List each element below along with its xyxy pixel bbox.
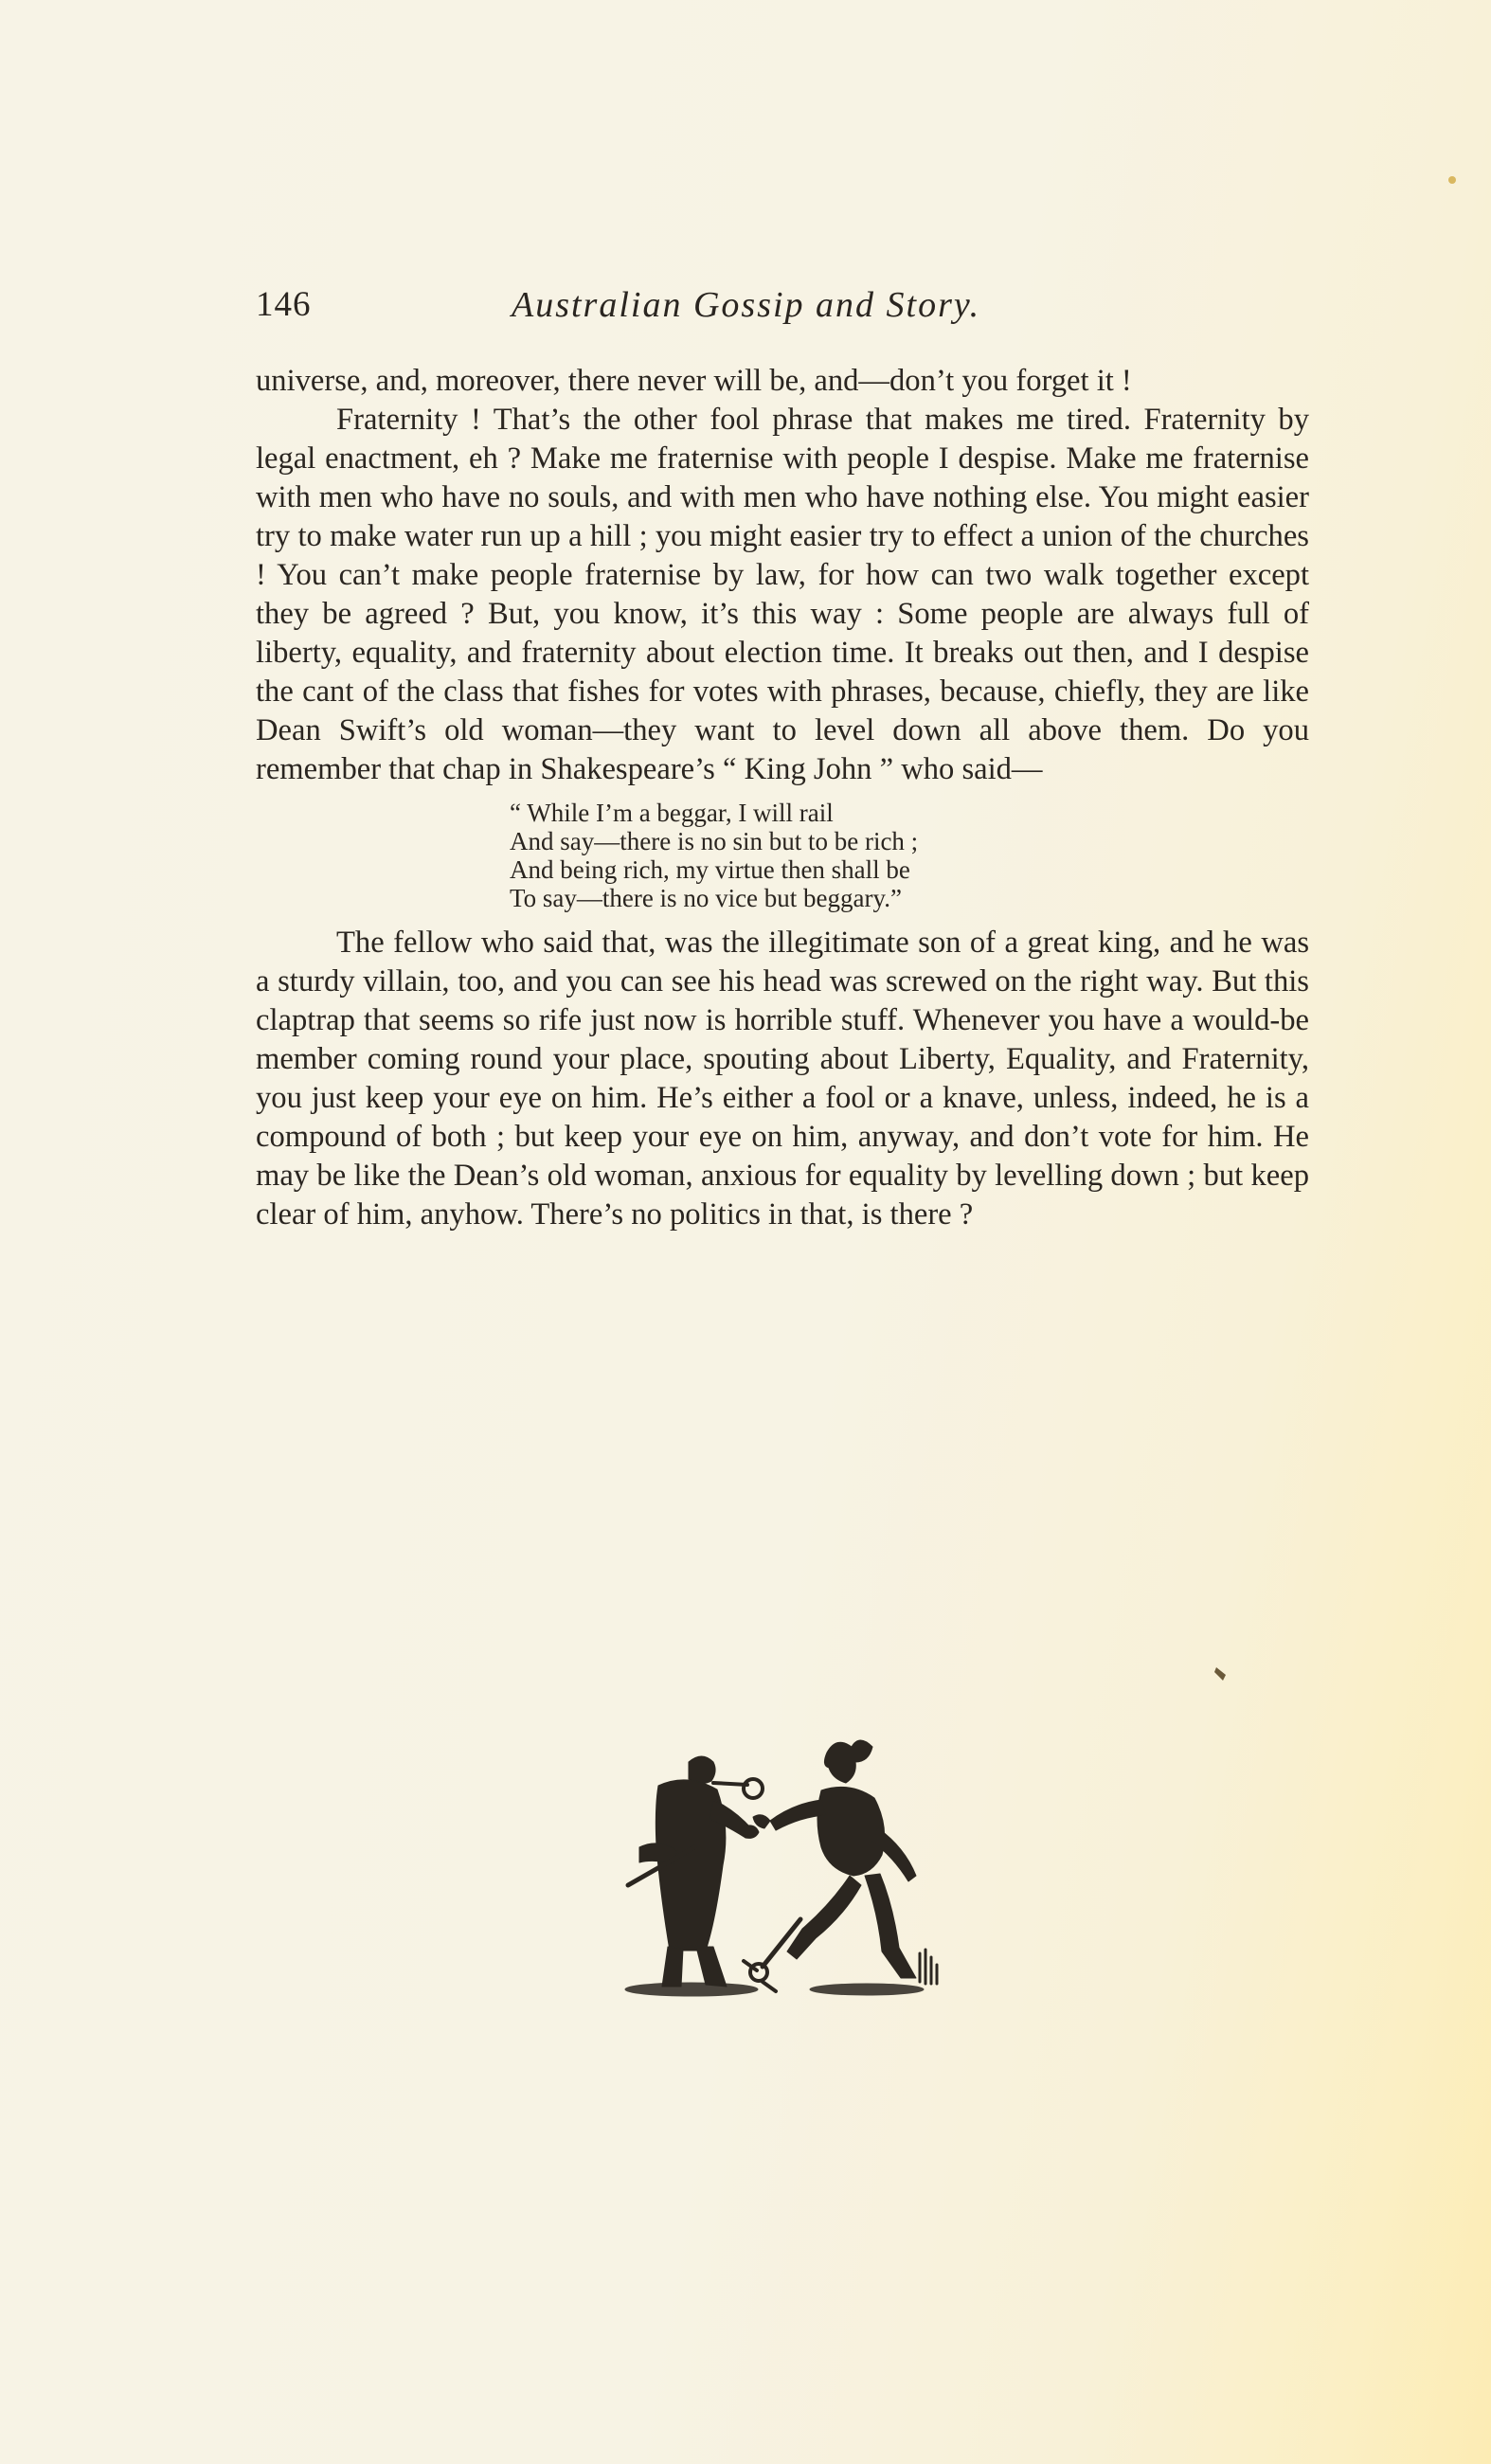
- verse-quotation: [510, 799, 1309, 912]
- paragraph-claptrap: The fellow who said that, was the illegitimate son of a great king, and he was a sturdy villain, too, and you can see his head was screwed on the right way. But this claptrap that seems so rife just now is horrible stuff. Whenever you have a would-be member coming round your place, spouting about Liberty, Equality, and Fraternity, you just keep your eye on him. He’s either a fool or a knave, unless, indeed, he is a compound of both ; but keep your eye on him, anyway, and don’t vote for him. He may be like the Dean’s old woman, anxious for equality by levelling down ; but keep clear of him, anyhow. There’s no politics in that, is there ?: [256, 926, 1309, 1232]
- paragraph-continued: universe, and, moreover, there never will be, and—don’t you forget it !: [256, 364, 1132, 398]
- page-number: 146: [256, 285, 312, 324]
- verse-line: And say—there is no sin but to be rich ;: [510, 827, 919, 855]
- page-header: [256, 284, 1307, 341]
- verse-line: To say—there is no vice but beggary.”: [510, 884, 902, 912]
- verse-line: “ While I’m a beggar, I will rail: [510, 799, 834, 827]
- running-title: Australian Gossip and Story.: [512, 285, 981, 325]
- paragraph-fraternity: Fraternity ! That’s the other fool phrase that makes me tired. Fraternity by legal enactment, eh ? Make me fraternise with people I despise. Make me fraternise with men who have no souls, and with men who have nothing else. You might easier try to make water run up a hill ; you might easier try to effect a union of the churches ! You can’t make people fraternise by law, for how can two walk together except they be agreed ? But, you know, it’s this way : Some people are always full of liberty, equality, and fraternity about election time. It breaks out then, and I despise the cant of the class that fishes for votes with phrases, because, chiefly, they are like Dean Swift’s old woman—they want to level down all above them. Do you remember that chap in Shakespeare’s “ King John ” who said—: [256, 403, 1309, 786]
- body-text: [256, 362, 1309, 1234]
- verse-line: And being rich, my virtue then shall be: [510, 855, 910, 884]
- jester-and-gentleman-tailpiece: [602, 1734, 980, 2008]
